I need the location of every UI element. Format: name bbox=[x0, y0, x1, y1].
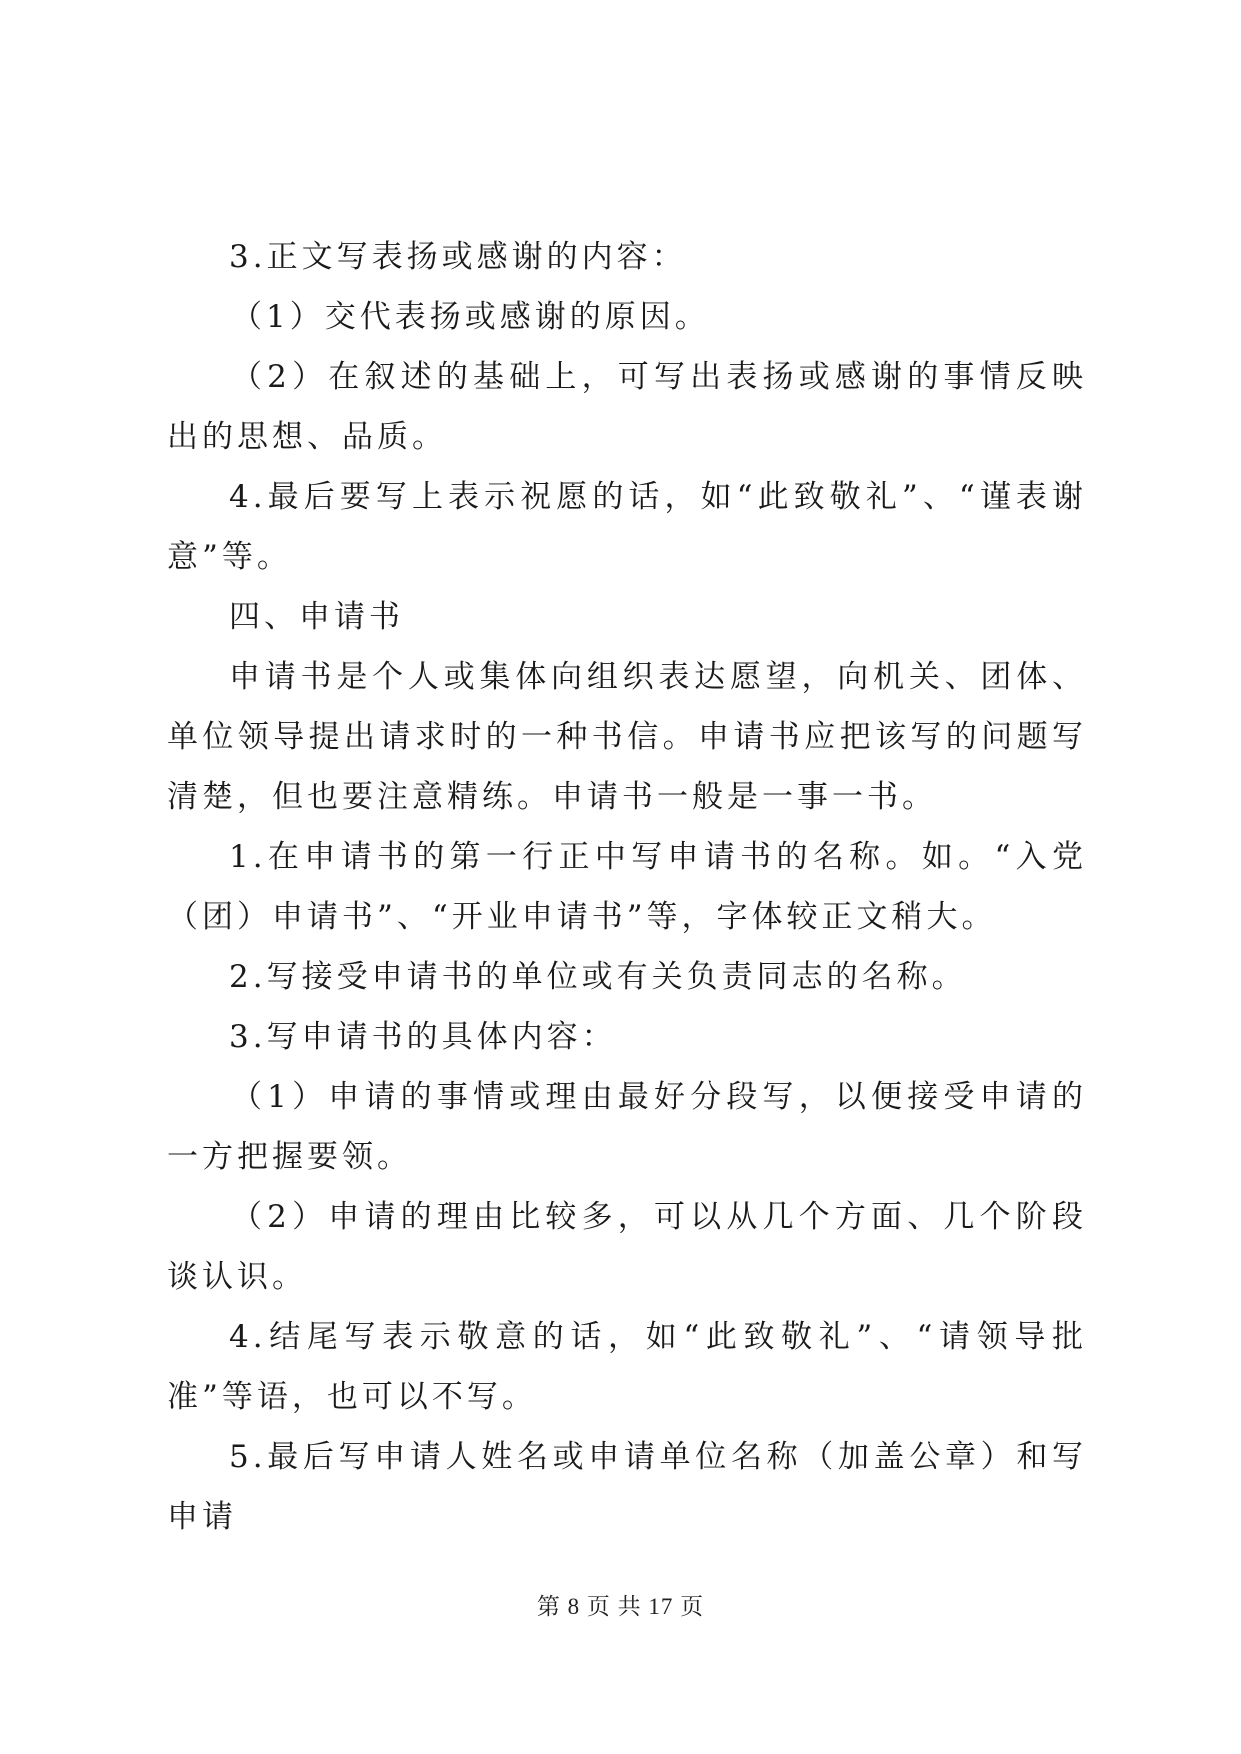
paragraph-application-item-5: 5.最后写申请人姓名或申请单位名称（加盖公章）和写申请 bbox=[167, 1439, 1087, 1535]
paragraph-application-item-2: 2.写接受申请书的单位或有关负责同志的名称。 bbox=[229, 959, 967, 995]
document-body bbox=[167, 227, 1087, 1547]
paragraph-application-item-1: 1.在申请书的第一行正中写申请书的名称。如。“入党（团）申请书”、“开业申请书”等，字体较正文稍大。 bbox=[167, 839, 1087, 935]
paragraph-body-item-3: 3.正文写表扬或感谢的内容： bbox=[229, 239, 687, 275]
page-number-footer: 第 8 页 共 17 页 bbox=[536, 1594, 705, 1619]
paragraph-application-sub-item-2: （2）申请的理由比较多，可以从几个方面、几个阶段谈认识。 bbox=[167, 1199, 1087, 1295]
paragraph-sub-item-2: （2）在叙述的基础上，可写出表扬或感谢的事情反映出的思想、品质。 bbox=[167, 359, 1087, 455]
paragraph-application-item-3: 3.写申请书的具体内容： bbox=[229, 1019, 617, 1055]
paragraph-application-item-4: 4.结尾写表示敬意的话，如“此致敬礼”、“请领导批准”等语，也可以不写。 bbox=[167, 1319, 1087, 1415]
paragraph-application-intro: 申请书是个人或集体向组织表达愿望，向机关、团体、单位领导提出请求时的一种书信。申请书应把该写的问题写清楚，但也要注意精练。申请书一般是一事一书。 bbox=[167, 659, 1087, 815]
section-heading-application-letter: 四、申请书 bbox=[229, 599, 404, 635]
paragraph-closing-item-4: 4.最后要写上表示祝愿的话，如“此致敬礼”、“谨表谢意”等。 bbox=[167, 479, 1087, 575]
paragraph-sub-item-1: （1）交代表扬或感谢的原因。 bbox=[231, 299, 710, 335]
paragraph-application-sub-item-1: （1）申请的事情或理由最好分段写，以便接受申请的一方把握要领。 bbox=[167, 1079, 1087, 1175]
